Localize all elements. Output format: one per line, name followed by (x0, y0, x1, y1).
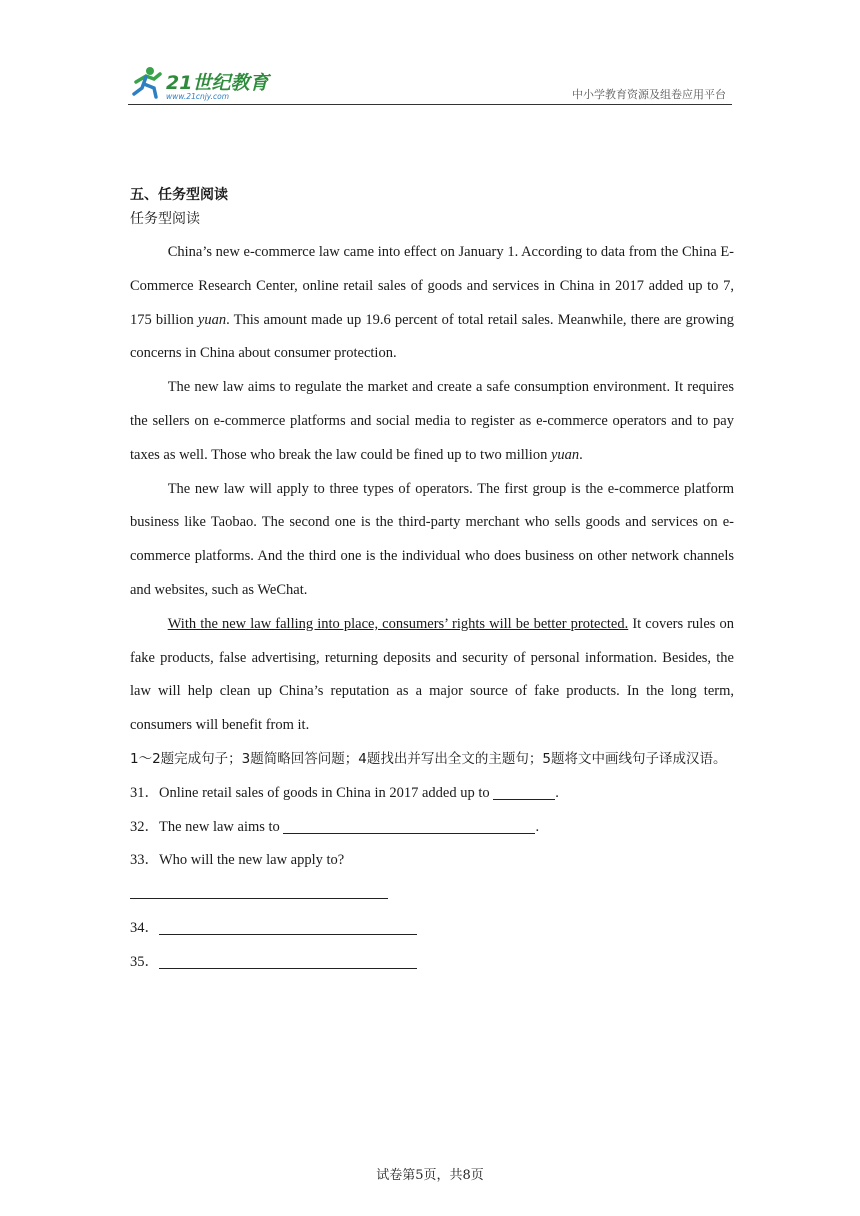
question-34 (130, 912, 734, 946)
answer-blank[interactable] (283, 817, 535, 834)
p2-text-b: . (579, 446, 583, 463)
question-31 (130, 777, 734, 811)
task-instructions: 1～2题完成句子；3题简略回答问题；4题找出并写出全文的主题句；5题将文中画线句子译成汉语。 (130, 750, 727, 767)
logo-url: www.21cnjy.com (166, 92, 230, 101)
underlined-sentence: With the new law falling into place, consumers’ rights will be better protected. (167, 615, 629, 632)
exam-content (130, 184, 734, 980)
passage-paragraph-2 (130, 371, 734, 472)
passage-paragraph-3: The new law will apply to three types of operators. The first group is the e-commerce platform business like Taobao. The second one is the third-party merchant who sells goods and services on e-commerce platforms. And the third one is the individual who does business on other network channels and websites, such as WeChat. (130, 480, 734, 598)
p1-text-b: . This amount made up 19.6 percent of total retail sales. Meanwhile, there are growing concerns in China about consumer protection. (130, 311, 734, 362)
answer-blank[interactable] (493, 783, 555, 800)
question-text: The new law aims to (159, 818, 284, 835)
logo-text: 21世纪教育 (166, 72, 269, 94)
question-end: . (535, 818, 540, 835)
question-number: 35． (130, 953, 159, 970)
question-35 (130, 946, 734, 980)
runner-icon (134, 67, 160, 97)
brand-logo (128, 64, 278, 102)
page-header (128, 60, 732, 105)
section-subtitle: 任务型阅读 (130, 211, 200, 227)
p1-text-a: China’s new e-commerce law came into effect on January 1. According to data from the China E-Commerce Research Center, online retail sales of goods and services in China in 2017 added up to 7, 175 billion (130, 244, 734, 328)
answer-line-33[interactable] (130, 878, 388, 899)
question-number: 31． (130, 784, 159, 801)
p2-text-a: The new law aims to regulate the market and create a safe consumption environment. It requires the sellers on e-commerce platforms and social media to register as e-commerce operators and to pay taxes as well. Those who break the law could be fined up to two million (130, 379, 734, 463)
passage-paragraph-1 (130, 236, 734, 371)
question-text: Who will the new law apply to? (159, 852, 345, 869)
answer-blank[interactable] (159, 952, 417, 969)
p1-italic: yuan (197, 311, 227, 328)
answer-blank[interactable] (159, 918, 417, 935)
question-end: . (555, 784, 559, 801)
question-text: Online retail sales of goods in China in 2017 added up to (159, 784, 494, 801)
p2-italic: yuan (550, 446, 580, 463)
platform-label: 中小学教育资源及组卷应用平台 (572, 88, 726, 101)
question-number: 32． (130, 818, 159, 835)
question-number: 33． (130, 852, 159, 869)
p4-text-rest: It covers rules on fake products, false advertising, returning deposits and security of personal information. Besides, the law will help clean up China’s reputation as a major source of fake products. In the long term, consumers will benefit from it. (130, 615, 735, 734)
question-33 (130, 844, 734, 878)
section-title: 五、任务型阅读 (130, 187, 228, 203)
page-footer: 试卷第5页，共8页 (376, 1168, 484, 1183)
question-32 (130, 811, 734, 845)
passage-paragraph-4 (130, 608, 734, 743)
question-number: 34． (130, 920, 159, 937)
